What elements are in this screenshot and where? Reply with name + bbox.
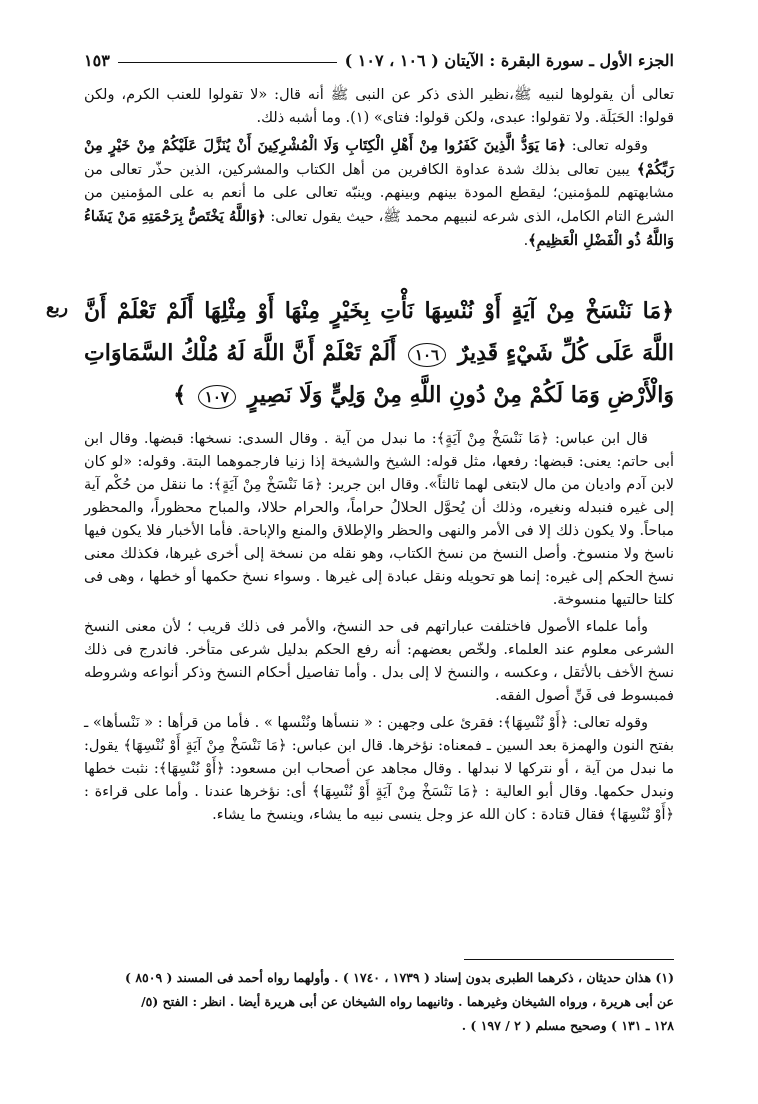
quran-verses — [84, 290, 674, 416]
quoted-verse: ﴿مَا يَوَدُّ الَّذِينَ كَفَرُوا مِنْ أَهْلِ الْكِتَابِ وَلَا الْمُشْرِكِينَ أَنْ يُنَزَّلَ عَلَيْكُمْ مِنْ خَيْرٍ مِنْ رَبِّكُمْ﴾ — [84, 137, 675, 178]
running-title: الجزء الأول ـ سورة البقرة : الآيتان ( ١٠٦ ، ١٠٧ ) — [344, 51, 674, 70]
verse-107: أَلَمْ تَعْلَمْ أَنَّ اللَّهَ لَهُ مُلْكُ السَّمَاوَاتِ وَالْأَرْضِ وَمَا لَكُمْ مِنْ دُونِ اللَّهِ مِنْ وَلِيٍّ وَلَا نَصِيرٍ — [84, 340, 674, 408]
intro-explanation: يبين تعالى بذلك شدة عداوة الكافرين من أهل الكتاب والمشركين، الذين حذّر تعالى من مشابهتهم للمؤمنين؛ ليقطع المودة بينهم وبينهم. وينبّه تعالى على ما أنعم به على المؤمنين من الشرع التام الكامل، الذى شرعه لنبيهم محمد ﷺ، حيث يقول تعالى: — [84, 162, 674, 225]
commentary-paragraph-2: وأما علماء الأصول فاختلفت عباراتهم فى حد النسخ، والأمر فى ذلك قريب ؛ لأن معنى النسخ الشرعى معلوم عند العلماء. ولخّص بعضهم: أنه رفع الحكم بدليل شرعى متأخر. فاندرج فى ذلك نسخ الأخف بالأثقل ، وعكسه ، والنسخ لا إلى بدل . وأما تفاصيل أحكام النسخ وذكر أنواعه وشروطه فمبسوط فى فَنِّ أصول الفقه. — [84, 619, 674, 704]
verse-number-107: ١٠٧ — [198, 385, 236, 409]
header-rule — [118, 62, 337, 63]
commentary-text — [84, 428, 674, 831]
intro-lead: وقوله تعالى: — [571, 138, 649, 154]
intro-paragraph-2 — [84, 134, 674, 253]
intro-paragraph-1: تعالى أن يقولوها لنبيه ﷺ،نظير الذى ذكر عن النبى ﷺ أنه قال: «لا تقولوا للعنب الكرم، ولكن قولوا: الحَبَلَة. ولا تقولوا: عبدى، ولكن قولوا: فتاى» (١). وما أشبه ذلك. — [84, 87, 674, 126]
intro-text — [84, 84, 674, 257]
footnote-line-3: ١٢٨ ـ ١٣١ ) وصحيح مسلم ( ٢ / ١٩٧ ) . — [461, 1018, 674, 1033]
intro-end: . — [523, 233, 529, 249]
commentary-paragraph-1: قال ابن عباس: ﴿مَا نَنْسَخْ مِنْ آيَةٍ﴾: ما نبدل من آية . وقال السدى: نسخها: قبضها. وقال ابن أبى حاتم: يعنى: قبضها: رفعها، مثل قوله: الشيخ والشيخة إذا زنيا فارجموهما البتة. وقوله: «لو كان لابن آدم واديان من مال لابتغى لهما ثالثاً». وقال ابن جرير: ﴿مَا نَنْسَخْ مِنْ آيَةٍ﴾: ما ننقل من حُكْم آية إلى غيره فنبدله ونغيره، وذلك أن يُحوَّل الحلالُ حراماً، والحرام حلالا، والمباح محظوراً، والمحظور مباحاً. ولا يكون ذلك إلا فى الأمر والنهى والحظر والإطلاق والمنع والإباحة. فأما الأخبار فلا يكون فيها ناسخ ولا منسوخ. وأصل النسخ من نسخ الكتاب، وهو نقله من نسخة إلى أخرى غيرها، فكذلك معنى نسخ الحكم إلى غيره: إنما هو تحويله ونقل عبادة إلى غيرها . وسواء نسخ حكمها أو خطها ، وهى فى كلتا حالتيها منسوخة. — [84, 431, 674, 608]
verse-number-106: ١٠٦ — [408, 343, 446, 367]
verse-106: ﴿مَا نَنْسَخْ مِنْ آيَةٍ أَوْ نُنْسِهَا نَأْتِ بِخَيْرٍ مِنْهَا أَوْ مِثْلِهَا أَلَمْ تَعْلَمْ أَنَّ اللَّهَ عَلَى كُلِّ شَيْءٍ قَدِيرٌ — [84, 298, 674, 366]
commentary-paragraph-3: وقوله تعالى: ﴿أَوْ نُنْسِهَا﴾: فقرئ على وجهين : « ننسأها ونُنْسها » . فأما من قرأها : « نَنْسأها» ـ بفتح النون والهمزة بعد السين ـ فمعناه: نؤخرها. قال ابن عباس: ﴿مَا نَنْسَخْ مِنْ آيَةٍ أَوْ نُنْسِهَا﴾ يقول: ما نبدل من آية ، أو نتركها لا نبدلها . وقال مجاهد عن أصحاب ابن مسعود: ﴿أَوْ نُنْسِهَا﴾: نثبت خطها ونبدل حكمها. وقال أبو العالية : ﴿مَا نَنْسَخْ مِنْ آيَةٍ أَوْ نُنْسِهَا﴾ أى: نؤخرها عندنا . وأما على قراءة : ﴿أَوْ نُنْسِهَا﴾ فقال قتادة : كان الله عز وجل ينسى نبيه ما يشاء، وينسخ ما يشاء. — [84, 715, 674, 823]
verse-close-bracket: ﴾ — [173, 382, 187, 408]
footnote-line-1: (١) هذان حديثان ، ذكرهما الطبرى بدون إسناد ( ١٧٣٩ ، ١٧٤٠ ) . وأولهما رواه أحمد فى المسند ( ٨٥٠٩ ) — [125, 970, 674, 985]
page-number: ١٥٣ — [84, 51, 110, 70]
footnotes — [84, 966, 674, 1038]
footnote-rule — [464, 959, 674, 960]
page-header — [84, 44, 674, 70]
quoted-verse-2: ﴿وَاللَّهُ يَخْتَصُّ بِرَحْمَتِهِ مَنْ يَشَاءُ وَاللَّهُ ذُو الْفَضْلِ الْعَظِيمِ﴾ — [84, 208, 674, 249]
margin-hizb-marker: ربع — [46, 298, 68, 318]
footnote-line-2: عن أبى هريرة ، ورواه الشيخان وغيرهما . وثانيهما رواه الشيخان عن أبى هريرة أيضا . انظر : الفتح (٥/ — [141, 994, 674, 1009]
